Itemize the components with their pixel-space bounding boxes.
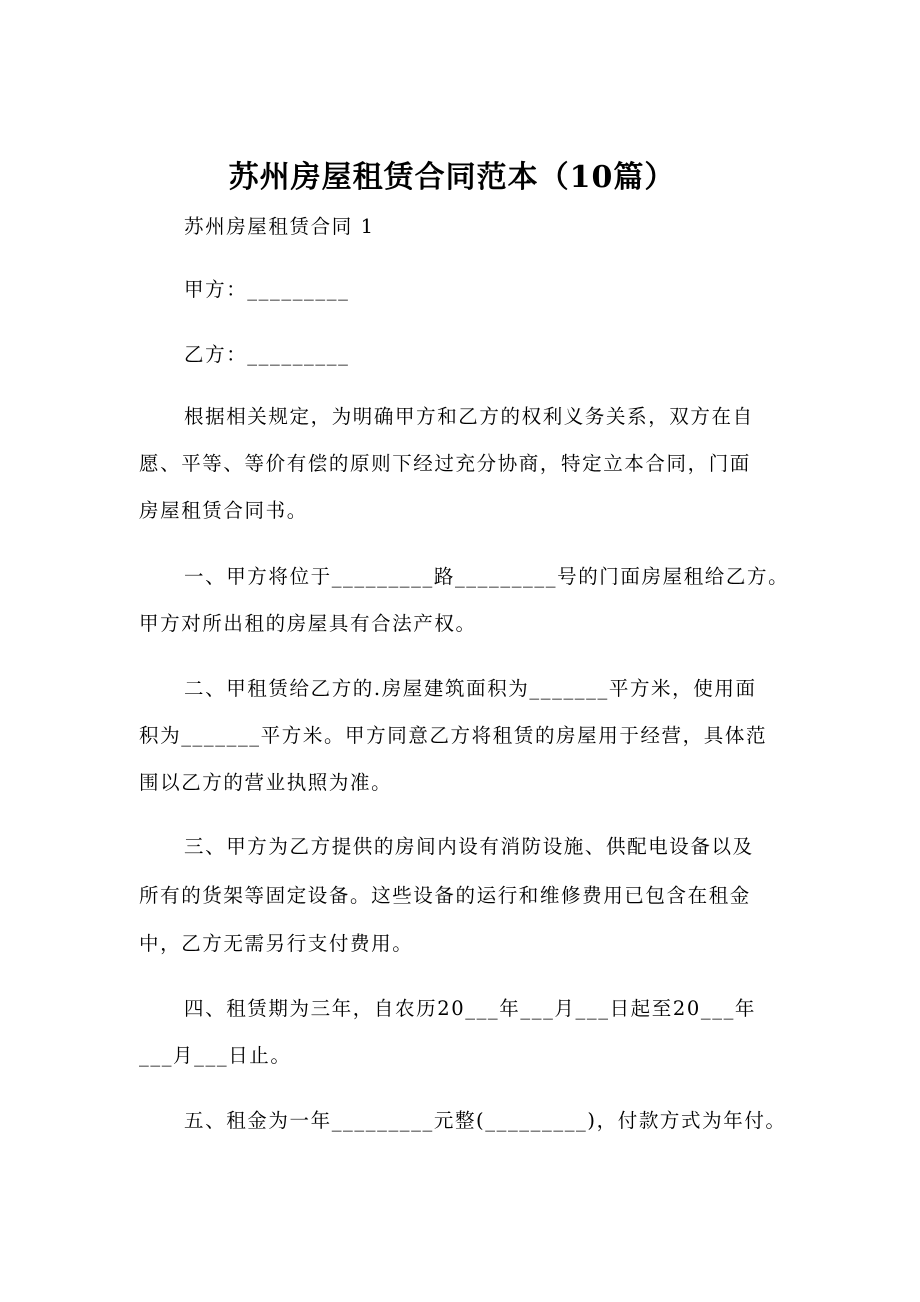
- clause-4-line-2: ___月___日止。: [139, 1044, 292, 1067]
- intro-line-3: 房屋租赁合同书。: [139, 499, 308, 522]
- clause-3-line-3: 中，乙方无需另行支付费用。: [139, 932, 414, 955]
- intro-line-1: 根据相关规定，为明确甲方和乙方的权利义务关系，双方在自: [184, 405, 754, 428]
- clause-4-line-1: 四、租赁期为三年，自农历20___年___月___日起至20___年: [184, 997, 757, 1020]
- clause-3-line-2: 所有的货架等固定设备。这些设备的运行和维修费用已包含在租金: [139, 884, 751, 907]
- clause-2-line-2: 积为_______平方米。甲方同意乙方将租赁的房屋用于经营，具体范: [139, 724, 768, 747]
- clause-2-line-1: 二、甲租赁给乙方的.房屋建筑面积为_______平方米，使用面: [184, 677, 757, 700]
- clause-1-line-1: 一、甲方将位于_________路_________号的门面房屋租给乙方。: [184, 565, 790, 588]
- subtitle: 苏州房屋租赁合同 1: [184, 215, 375, 238]
- party-a-line: 甲方：_________: [184, 278, 350, 301]
- clause-3-line-1: 三、甲方为乙方提供的房间内设有消防设施、供配电设备以及: [184, 835, 754, 858]
- document-title: 苏州房屋租赁合同范本（10篇）: [228, 160, 676, 195]
- clause-5-line-1: 五、租金为一年_________元整(_________)，付款方式为年付。: [184, 1109, 787, 1132]
- intro-line-2: 愿、平等、等价有偿的原则下经过充分协商，特定立本合同，门面: [139, 452, 751, 475]
- clause-2-line-3: 围以乙方的营业执照为准。: [139, 771, 393, 794]
- party-b-line: 乙方：_________: [184, 343, 350, 366]
- clause-1-line-2: 甲方对所出租的房屋具有合法产权。: [139, 612, 477, 635]
